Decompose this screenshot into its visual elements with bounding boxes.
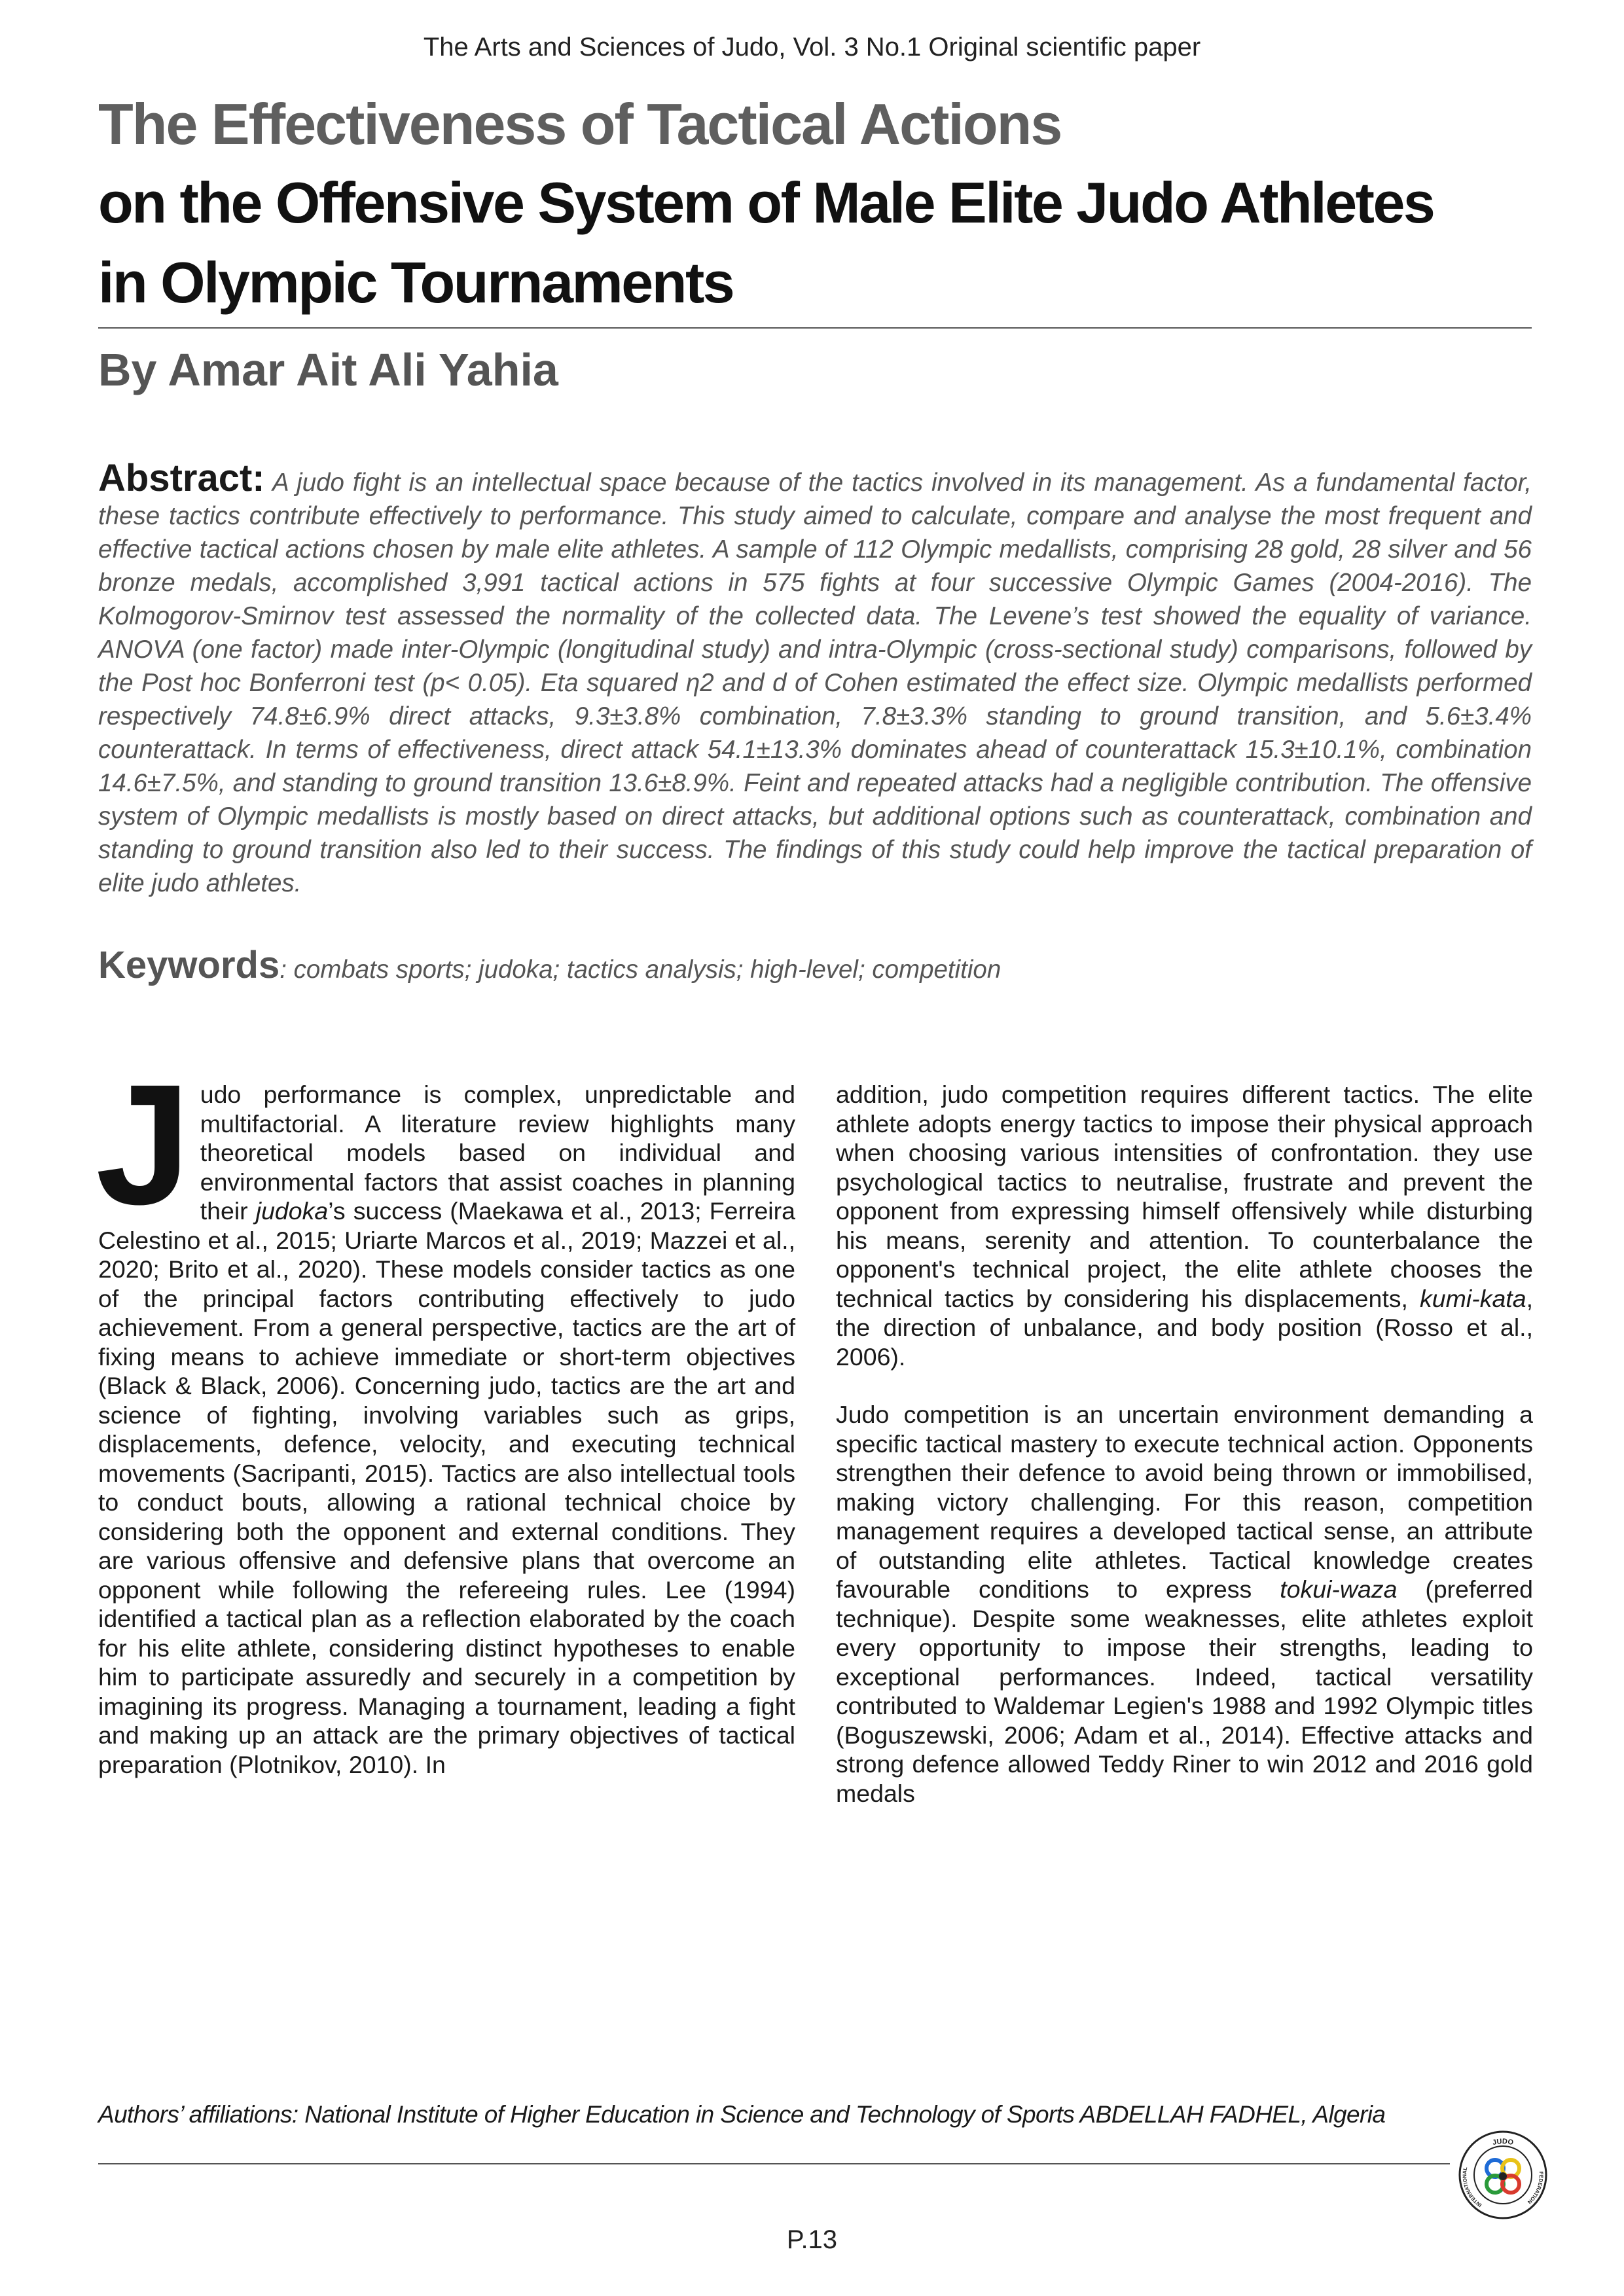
- running-header: The Arts and Sciences of Judo, Vol. 3 No.1 Original scientific paper: [423, 33, 1201, 62]
- paragraph-text: udo performance is complex, unpredictable and multifactorial. A literature review highlights many theoretical models based on individual and environmental factors that assist coaches in planning their: [200, 1081, 795, 1225]
- author-affiliations: Authors’ affiliations: National Institute of Higher Education in Science and Technology of Sports ABDELLAH FADHEL, Algeria: [98, 2101, 1386, 2128]
- emphasis-term: judoka: [255, 1197, 329, 1225]
- keywords-text: : combats sports; judoka; tactics analysis; high-level; competition: [280, 956, 1001, 984]
- footer-divider: [98, 2163, 1450, 2164]
- emphasis-term: tokui-waza: [1280, 1575, 1398, 1603]
- body-paragraph: [836, 1400, 1533, 1808]
- article-title-line-2: on the Offensive System of Male Elite Judo Athletes: [98, 170, 1434, 235]
- emphasis-term: kumi-kata: [1420, 1284, 1526, 1312]
- logo-left-text: INTERNATIONAL: [1462, 2166, 1483, 2208]
- ijf-emblem-icon: [1457, 2129, 1549, 2221]
- page-number: P.13: [786, 2225, 838, 2254]
- article-title-line-1: The Effectiveness of Tactical Actions: [98, 92, 1062, 156]
- paragraph-text: addition, judo competition requires different tactics. The elite athlete adopts energy tactics to impose their physical approach when choosing various intensities of confrontation. they use psychological tactics to neutralise, frustrate and prevent the opponent from expressing himself offensively while disturbing his means, serenity and attention. To counterbalance the opponent's technical project, the elite athlete chooses the technical tactics by considering his displacements,: [836, 1081, 1533, 1312]
- paragraph-text: (preferred technique). Despite some weaknesses, elite athletes exploit every opportunity to impose their strengths, leading to exceptional performances. Indeed, tactical versatility contributed to Waldemar Legien's 1988 and 1992 Olympic titles (Boguszewski, 2006; Adam et al., 2014). Effective attacks and strong defence allowed Teddy Riner to win 2012 and 2016 gold medals: [836, 1575, 1533, 1807]
- article-title-line-3: in Olympic Tournaments: [98, 250, 734, 315]
- drop-cap: J: [96, 1049, 191, 1240]
- body-paragraph: [96, 1049, 795, 1779]
- body-column-left: [96, 1049, 795, 1779]
- body-column-right: [836, 1080, 1533, 1808]
- author-byline: By Amar Ait Ali Yahia: [98, 344, 558, 395]
- abstract-label: Abstract:: [98, 457, 265, 499]
- paragraph-text: , the direction of unbalance, and body position (Rosso et al., 2006).: [836, 1284, 1533, 1371]
- body-paragraph: [836, 1080, 1533, 1371]
- logo-top-text: JUDO: [1491, 2137, 1515, 2147]
- abstract-text: A judo fight is an intellectual space because of the tactics involved in its management. As a fundamental factor, these tactics contribute effectively to performance. This study aimed to calculate, compare and analyse the most frequent and effective tactical actions chosen by male elite athletes. A sample of 112 Olympic medallists, comprising 28 gold, 28 silver and 56 bronze medals, accomplished 3,991 tactical actions in 575 fights at four successive Olympic Games (2004-2016). The Kolmogorov-Smirnov test assessed the normality of the collected data. The Levene’s test showed the equality of variance. ANOVA (one factor) made inter-Olympic (longitudinal study) and intra-Olympic (cross-sectional study) comparisons, followed by the Post hoc Bonferroni test (p< 0.05). Eta squared η2 and d of Cohen estimated the effect size. Olympic medallists performed respectively 74.8±6.9% direct attacks, 9.3±3.8% combination, 7.8±3.3% standing to ground transition, and 5.6±3.4% counterattack. In terms of effectiveness, direct attack 54.1±13.3% dominates ahead of counterattack 15.3±10.1%, combination 14.6±7.5%, and standing to ground transition 13.6±8.9%. Feint and repeated attacks had a negligible contribution. The offensive system of Olympic medallists is mostly based on direct attacks, but additional options such as counterattack, combination and standing to ground transition also led to their success. The findings of this study could help improve the tactical preparation of elite judo athletes.: [98, 469, 1532, 897]
- paragraph-text: Judo competition is an uncertain environment demanding a specific tactical mastery to execute technical action. Opponents strengthen their defence to avoid being thrown or immobilised, making victory challenging. For this reason, competition management requires a developed tactical sense, an attribute of outstanding elite athletes. Tactical knowledge creates favourable conditions to express: [836, 1401, 1533, 1603]
- keywords: [98, 939, 1532, 996]
- keywords-label: Keywords: [98, 944, 280, 986]
- logo-right-text: FEDERATION: [1526, 2171, 1544, 2206]
- paragraph-text: ’s success (Maekawa et al., 2013; Ferreira Celestino et al., 2015; Uriarte Marcos et al., 2019; Mazzei et al., 2020; Brito et al., 2020). These models consider tactics as one of the principal factors contributing effectively to judo achievement. From a general perspective, tactics are the art of fixing means to achieve immediate or short-term objectives (Black & Black, 2006). Concerning judo, tactics are the art and science of fighting, involving variables such as grips, displacements, defence, velocity, and executing technical movements (Sacripanti, 2015). Tactics are also intellectual tools to conduct bouts, allowing a rational technical choice by considering both the opponent and external conditions. They are various offensive and defensive plans that overcome an opponent while following the refereeing rules. Lee (1994) identified a tactical plan as a reflection elaborated by the coach for his elite athlete, considering distinct hypotheses to enable him to participate assuredly and securely in a competition by imagining its progress. Managing a tournament, leading a fight and making up an attack are the primary objectives of tactical preparation (Plotnikov, 2010). In: [98, 1197, 795, 1778]
- title-divider: [98, 327, 1532, 329]
- abstract: [98, 457, 1532, 900]
- logo-center: [1499, 2172, 1507, 2180]
